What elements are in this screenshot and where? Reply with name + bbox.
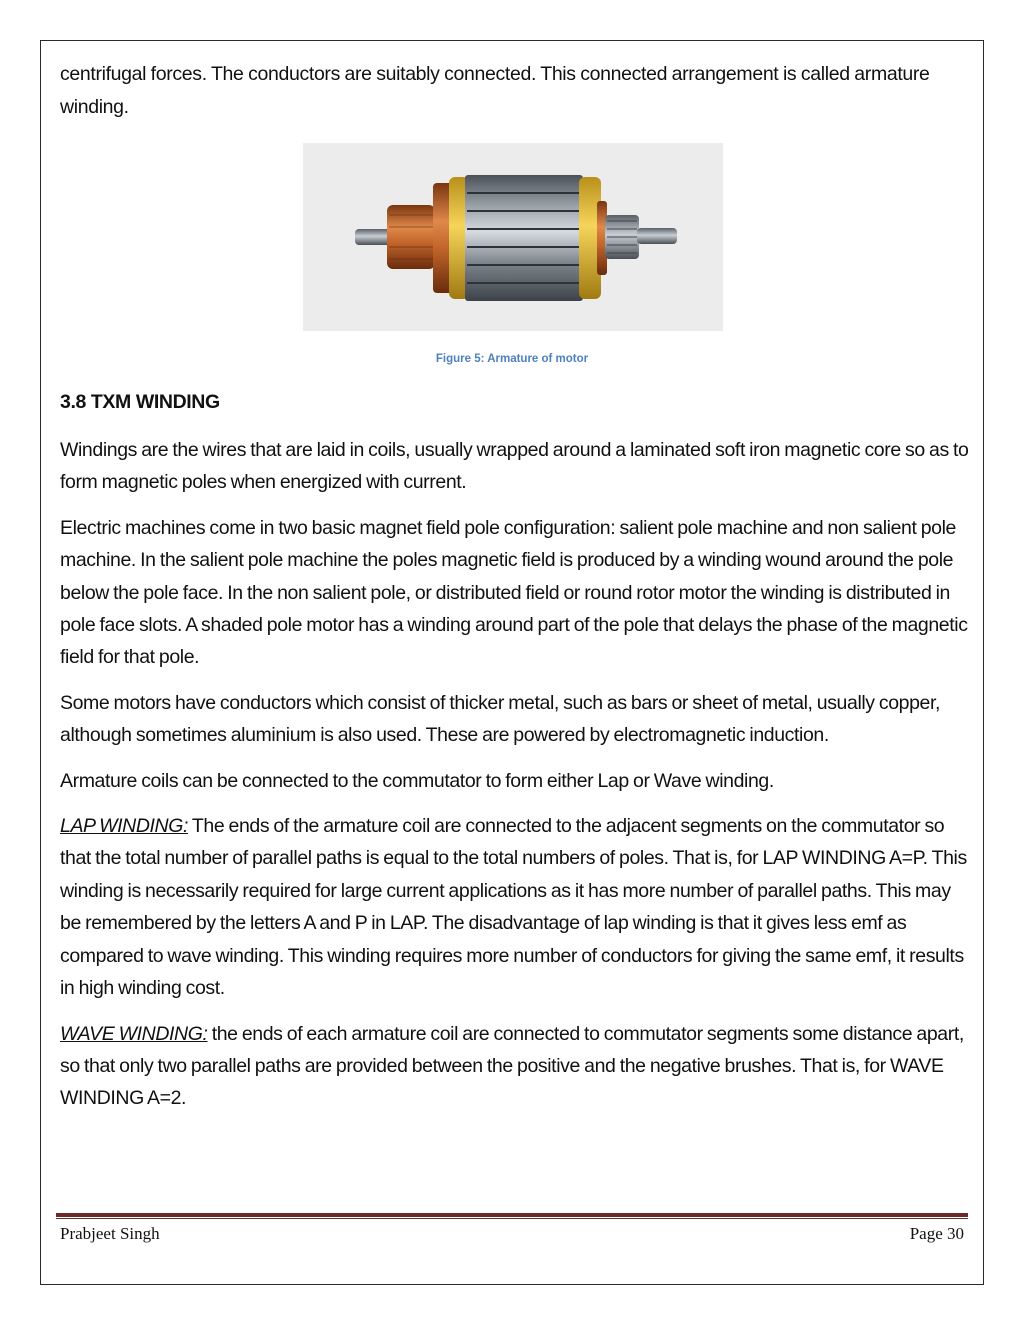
wave-winding-text: the ends of each armature coil are connected to commutator segments some distance apart, so that only two parallel paths are provided between the positive and the negative brushes. That is, for WAVE WINDING A=2. [60, 1022, 964, 1110]
paragraph-pole-configuration: Electric machines come in two basic magnet field pole configuration: salient pole machine and non salient pole machine. In the salient pole machine the poles magnetic field is produced by a winding wound around the pole below the pole face. In the non salient pole, or distributed field or round rotor motor the winding is distributed in pole face slots. A shaded pole motor has a winding around part of the pole that delays the phase of the magnetic field for that pole. [60, 516, 968, 669]
footer-rule [56, 1213, 968, 1220]
paragraph-wave-winding [60, 1018, 970, 1115]
footer-rule-thin [56, 1218, 968, 1219]
paragraph-windings: Windings are the wires that are laid in coils, usually wrapped around a laminated soft iron magnetic core so as to form magnetic poles when energized with current. [60, 439, 969, 494]
section-heading: 3.8 TXM WINDING [60, 391, 220, 413]
wave-winding-term: WAVE WINDING: [60, 1022, 208, 1045]
footer-rule-thick [56, 1213, 968, 1217]
footer-author: Prabjeet Singh [60, 1224, 160, 1243]
paragraph-lap-winding [60, 810, 970, 1004]
armature-image [303, 143, 723, 331]
lap-winding-term: LAP WINDING: [60, 815, 189, 838]
intro-block [60, 58, 966, 147]
paragraph-armature-coils: Armature coils can be connected to the commutator to form either Lap or Wave winding. [60, 769, 774, 792]
lap-winding-text: The ends of the armature coil are connected to the adjacent segments on the commutator so that the total number of parallel paths is equal to the total numbers of poles. That is, for LAP WINDING A=P. This winding is necessarily required for large current applications as it has more number of parallel paths. This may be remembered by the letters A and P in LAP. The disadvantage of lap winding is that it gives less emf as compared to wave winding. This winding requires more number of conductors for giving the same emf, it results in high winding cost. [60, 815, 967, 1000]
intro-paragraph: centrifugal forces. The conductors are suitably connected. This connected arrangement is called armature winding. [60, 63, 930, 118]
right-shaft [637, 228, 677, 244]
figure-caption: Figure 5: Armature of motor [435, 353, 589, 365]
left-shaft [355, 229, 391, 245]
paragraph-conductors: Some motors have conductors which consist of thicker metal, such as bars or sheet of metal, usually copper, although sometimes aluminium is also used. These are powered by electromagnetic induction. [60, 691, 941, 747]
armature-figure [303, 143, 723, 331]
footer-page-number: Page 30 [909, 1224, 964, 1243]
section-body [60, 434, 970, 1128]
